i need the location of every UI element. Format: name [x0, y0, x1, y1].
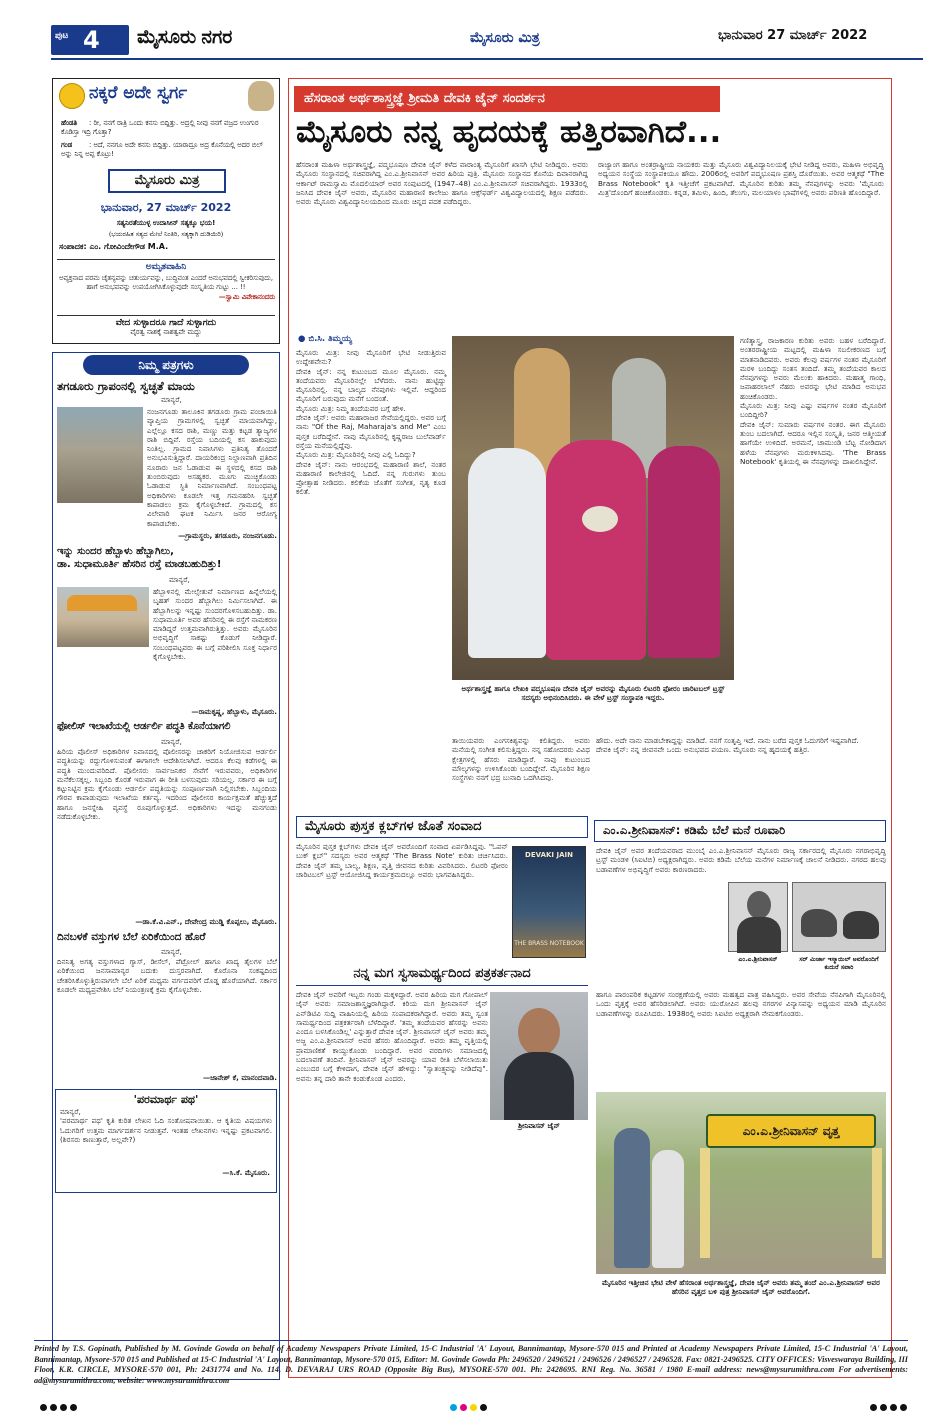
book-title: THE BRASS NOTEBOOK [514, 940, 584, 947]
reporter-byline: ● ಬಿ.ಸಿ. ತಿಮ್ಮಯ್ಯ [298, 334, 353, 344]
intro-col-1: ಹೆಸರಾಂತ ಮಹಿಳಾ ಅರ್ಥಶಾಸ್ತ್ರಜ್ಞೆ, ಪದ್ಮಭೂಷಣ ದೇವಕಿ ಜೈನ್ ಕಳೆದ ವಾರಾಂತ್ಯ ಮೈಸೂರಿಗೆ ಖಾಸಗಿ ಭೇಟಿ ನೀಡಿದ್ದರು. ಅವರು ಮೈಸೂರು ಸಂಸ್ಥಾನದಲ್ಲಿ ಸಚಿವರಾಗಿದ್ದ ಎಂ.ಎ.ಶ್ರೀನಿವಾಸನ್ ಅವರ ಹಿರಿಯ ಪುತ್ರಿ. ಮೈಸೂರು ಸಂಸ್ಥಾನದ ಕೊನೆಯ ದಿವಾನರಾಗಿದ್ದ ಆರ್ಕಾಟ್ ರಾಮಸ್ವಾಮಿ ಮೊದಲಿಯಾರ್ ಅವರ ಸಂಪುಟದಲ್ಲಿ (1947–48) ಎಂ.ಎ.ಶ್ರೀನಿವಾಸನ್ ಸಚಿವರಾಗಿದ್ದರು. 1933ರಲ್ಲಿ ಜನಿಸಿದ ದೇವಕಿ ಜೈನ್ ಅವರು, ಮೈಸೂರಿನ ಮಹಾರಾಣಿ ಕಾಲೇಜು ಹಾಗೂ ಆಕ್ಸ್‌ಫರ್ಡ್ ವಿಶ್ವವಿದ್ಯಾಲಯದಲ್ಲಿ ಶಿಕ್ಷಣ ಪಡೆದರು. ಅವರು ಮೈಸೂರು ವಿಶ್ವವಿದ್ಯಾನಿಲಯದಿಂದ ಮೂರು ಚಿನ್ನದ ಪದಕ ಪಡೆದಿದ್ದರು. [296, 160, 588, 207]
letter-1-salute: ಮಾನ್ಯರೆ, [161, 395, 182, 404]
article-col-4: ತಾಯಿಯವರು ಎಂಗಸಕಿಶ್ಯವನ್ನು ಕಲಿತಿದ್ದರು. ಅವರು ಮನೆಯಲ್ಲಿ ಸಂಗೀತ ಕಲಿಸುತ್ತಿದ್ದರು. ನನ್ನ ಸಹೋದರರು ವಿವಿಧ ಕ್ಷೇತ್ರಗಳಲ್ಲಿ ಹೆಸರು ಮಾಡಿದ್ದಾರೆ. ನಾವು ಕುಟುಂಬದ ಮೌಲ್ಯಗಳನ್ನು ಉಳಿಸಿಕೊಂಡು ಬಂದಿದ್ದೇವೆ. ಮೈಸೂರಿನ ಶಿಕ್ಷಣ ಸಂಸ್ಥೆಗಳು ನನಗೆ ಭದ್ರ ಬುನಾದಿ ಒದಗಿಸಿದವು. [452, 736, 590, 783]
letter-2-text: ಹೆಬ್ಬಾಳಿನಲ್ಲಿ ಮೇಲ್ಸೇತುವೆ ನಿರ್ಮಾಣದ ಹಿನ್ನೆಲೆಯಲ್ಲಿ ಬೃಹತ್ ಸುಂದರ ಹೆಬ್ಬಾಗಿಲು ನಿರ್ಮಿಸಲಾಗಿದೆ. ಈ ಹೆಬ್ಬಾಗಿಲನ್ನು ಇನ್ನಷ್ಟು ಸುಂದರಗೊಳಿಸಬಹುದಿತ್ತು. ಡಾ. ಸುಧಾಮೂರ್ತಿ ಅವರ ಹೆಸರಿನಲ್ಲಿ ಈ ರಸ್ತೆಗೆ ನಾಮಕರಣ ಮಾಡಿದ್ದರೆ ಉತ್ತಮವಾಗಿರುತ್ತಿತ್ತು. ಅವರು ಮೈಸೂರಿನ ಅಭಿವೃದ್ಧಿಗೆ ಸಾಕಷ್ಟು ಕೊಡುಗೆ ನೀಡಿದ್ದಾರೆ. ಸಂಬಂಧಪಟ್ಟವರು ಈ ಬಗ್ಗೆ ಪರಿಶೀಲಿಸಿ ಸೂಕ್ತ ನಿರ್ಧಾರ ಕೈಗೊಳ್ಳಬೇಕು. [153, 587, 277, 662]
registration-marks-left [40, 1404, 77, 1411]
old-photo-caption-2: ಸರ್ ಮಿರ್ಜಾ ಇಸ್ಮಾಯಿಲ್ ಅವರೊಂದಿಗೆ ಕುದುರೆ ಸವಾರಿ [799, 956, 879, 971]
masthead-rule [51, 58, 923, 60]
nakkare-box [52, 78, 280, 344]
circle-pillar [872, 1148, 882, 1258]
mark-dot [900, 1404, 907, 1411]
son-text: ದೇವಕಿ ಜೈನ್ ಅವರಿಗೆ ಇಬ್ಬರು ಗಂಡು ಮಕ್ಕಳಿದ್ದಾರೆ. ಅವರ ಹಿರಿಯ ಮಗ ಗೋಪಾಲ್ ಜೈನ್ ಅವರು ಸಮಾಜಶಾಸ್ತ್ರಜ್ಞರಾಗಿದ್ದಾರೆ. ಕಿರಿಯ ಮಗ ಶ್ರೀನಿವಾಸನ್ ಜೈನ್ ಎನ್‌ಡಿಟಿವಿ ಸುದ್ದಿ ವಾಹಿನಿಯಲ್ಲಿ ಹಿರಿಯ ಸಂಪಾದಕರಾಗಿದ್ದಾರೆ. ಅವರು ತಮ್ಮ ಸ್ವಂತ ಸಾಮರ್ಥ್ಯದಿಂದ ಪತ್ರಕರ್ತರಾಗಿ ಬೆಳೆದಿದ್ದಾರೆ. 'ತಮ್ಮ ತಂದೆಯವರ ಹೆಸರನ್ನು ಅವನು ಎಂದೂ ಬಳಸಿಕೊಂಡಿಲ್ಲ' ಎನ್ನುತ್ತಾರೆ ದೇವಕಿ ಜೈನ್. ಶ್ರೀನಿವಾಸನ್ ಜೈನ್ ಅವರು ತಮ್ಮ ಅಜ್ಜ ಎಂ.ಎ.ಶ್ರೀನಿವಾಸನ್ ಅವರ ಹೆಸರು ಹೊಂದಿದ್ದಾರೆ. ಅವರು ತಮ್ಮ ವೃತ್ತಿಯಲ್ಲಿ ಪ್ರಾಮಾಣಿಕತೆ ಕಾಯ್ದುಕೊಂಡು ಬಂದಿದ್ದಾರೆ. ಅವರ ವರದಿಗಳು ಸಮಾಜದಲ್ಲಿ ಬದಲಾವಣೆ ತಂದಿವೆ. ಶ್ರೀನಿವಾಸನ್ ಜೈನ್ ಅವರನ್ನು ಯಾವ ರೀತಿ ಬೆಳೆಸಲಾಯಿತು ಎಂಬುದರ ಬಗ್ಗೆ ಕೇಳಿದಾಗ, ದೇವಕಿ ಜೈನ್ ಹೇಳಿದ್ದು: "ಸ್ವಾತಂತ್ರ್ಯವನ್ನು ನೀಡಿದೆವು". ಅವನು ತನ್ನ ದಾರಿ ತಾನೇ ಕಂಡುಕೊಂಡ ಎಂದರು. [296, 990, 488, 1083]
letter-5-text: 'ಪರಮಾರ್ಥ ಪಥ' ಕೃತಿ ಕುರಿತ ಲೇಖನ ಓದಿ ಸಂತೋಷವಾಯಿತು. ಆ ಕೃತಿಯ ವಿಷಯಗಳು ಓದುಗರಿಗೆ ಉತ್ತಮ ಮಾರ್ಗದರ್ಶನ ನೀಡುತ್ತವೆ. ಇಂತಹ ಲೇಖನಗಳು ಇನ್ನಷ್ಟು ಪ್ರಕಟವಾಗಲಿ. (ಶಿರಸರು ಕಾಣುತ್ತಾರೆ, ಅಲ್ಲವೇ?) [60, 1116, 272, 1144]
amrutavahini-title: ಅಮೃತವಾಹಿನಿ [145, 262, 187, 272]
letter-1-text: ನಂಜನಗೂಡು ತಾಲೂಕಿನ ತಗಡೂರು ಗ್ರಾಮ ಪಂಚಾಯಿತಿ ವ್ಯಾಪ್ತಿಯ ಗ್ರಾಮಗಳಲ್ಲಿ ಸ್ವಚ್ಛತೆ ಮಾಯವಾಗಿದ್ದು, ಎಲ್ಲೆಲ್ಲೂ ಕಸದ ರಾಶಿ, ಮಣ್ಣು ಮತ್ತು ಕಟ್ಟಡ ತ್ಯಾಜ್ಯಗಳ ರಾಶಿ ಬಿದ್ದಿವೆ. ರಸ್ತೆಯ ಬದಿಯಲ್ಲಿ ಕಸ ಹಾಕುವುದು ನಿಂತಿಲ್ಲ. ಗ್ರಾಮದ ನಿವಾಸಿಗಳು ಪ್ರತಿನಿತ್ಯ ತೊಂದರೆ ಅನುಭವಿಸುತ್ತಿದ್ದಾರೆ. ದಾಯರಿಕಂದ್ರ ನಿಲ್ದಾಣವಾಗಿ ಪ್ರತಿದಿನ ನೂರಾರು ಜನ ಓಡಾಡುವ ಈ ಸ್ಥಳದಲ್ಲಿ ಕಸದ ರಾಶಿ ತುಂಬಿರುವುದು ಅಸಹ್ಯಕರ. ಮೂಗು ಮುಚ್ಚಿಕೊಂಡು ಓಡಾಡುವ ಸ್ಥಿತಿ ನಿರ್ಮಾಣವಾಗಿದೆ. ಸಂಬಂಧಪಟ್ಟ ಅಧಿಕಾರಿಗಳು ಕೂಡಲೇ ಇತ್ತ ಗಮನಹರಿಸಿ ಸ್ವಚ್ಛತೆ ಕಾಪಾಡಲು ಕ್ರಮ ಕೈಗೊಳ್ಳಬೇಕಿದೆ. ಗ್ರಾಮದಲ್ಲಿ ಕಸ ವಿಲೇವಾರಿ ಘಟಕ ನಿರ್ಮಿಸಿ ಜನರ ಆರೋಗ್ಯ ಕಾಪಾಡಬೇಕು. [147, 407, 277, 528]
old-portrait-photo [728, 882, 788, 952]
letter-2-title: ಇನ್ನು ಸುಂದರ ಹೆಬ್ಬಾಳು ಹೆಬ್ಬಾಗಿಲು, ಡಾ. ಸುಧಾಮೂರ್ತಿ ಹೆಸರಿನ ರಸ್ತೆ ಮಾಡಬಹುದಿತ್ತು! [57, 546, 222, 570]
horse-2 [843, 911, 879, 939]
mark-dot [470, 1404, 477, 1411]
letter-5-title: 'ಪರಮಾರ್ಥ ಪಥ' [133, 1093, 199, 1106]
gate-arch [67, 595, 137, 611]
old-portrait-body [737, 917, 781, 953]
letter-5-box [55, 1089, 277, 1193]
letter-1-text-cont [57, 503, 277, 531]
amrutavahini-box [57, 259, 275, 319]
letter-3-sign: —ಡಾ.ಕೆ.ವಿ.ಎನ್., ದೇವೇಂದ್ರ ಮುಡ್ಡಿ ಕೊಪ್ಪಲು, ಮೈಸೂರು. [135, 917, 277, 926]
laughing-face-icon [59, 83, 85, 109]
speaker-label: ಗಂಡ [61, 141, 73, 149]
horse-riding-photo [792, 882, 886, 952]
cartoon-icon [248, 81, 274, 111]
intro-col-2: ರಾಜ್ಯಾಂಗ ಹಾಗೂ ಅಂತರ್ರಾಷ್ಟ್ರೀಯ ನಾಯಕರು ಮತ್ತು ಮೈಸೂರು ವಿಶ್ವವಿದ್ಯಾನಿಲಯಕ್ಕೆ ಭೇಟಿ ನೀಡಿದ್ದ ಅವರು, ಮಹಿಳಾ ಅಭಿವೃದ್ಧಿ ಅಧ್ಯಯನ ಸಂಸ್ಥೆಯ ಸಂಸ್ಥಾಪಕಿಯೂ ಹೌದು. 2006ರಲ್ಲಿ ಅವರಿಗೆ ಪದ್ಮಭೂಷಣ ಪ್ರಶಸ್ತಿ ದೊರೆಯಿತು. ಅವರ ಆತ್ಮಕಥೆ "The Brass Notebook" ಕೃತಿ ಇತ್ತೀಚೆಗೆ ಪ್ರಕಟವಾಗಿದೆ. ಮೈಸೂರಿನ ಕುರಿತು ತಮ್ಮ ನೆನಪುಗಳನ್ನು ಅವರು 'ಮೈಸೂರು ಮಿತ್ರ'ದೊಂದಿಗೆ ಹಂಚಿಕೊಂಡರು. ಕನ್ನಡ, ತಮಿಳು, ಹಿಂದಿ, ತೆಲುಗು, ಮಲಯಾಳಂ ಭಾಷೆಗಳಲ್ಲಿ ಅವರು ಪರಿಣತಿ ಹೊಂದಿದ್ದಾರೆ. [598, 160, 884, 197]
nakkare-title: ನಕ್ಕರೆ ಅದೇ ಸ್ವರ್ಗ [89, 83, 188, 103]
circle-photo-caption: ಮೈಸೂರಿನ ಇತ್ತೀಚಿನ ಭೇಟಿ ವೇಳೆ ಹೆಸರಾಂತ ಅರ್ಥಶಾಸ್ತ್ರಜ್ಞೆ, ದೇವಕಿ ಜೈನ್ ಅವರು ತಮ್ಮ ತಂದೆ ಎಂ.ಎ.ಶ್ರೀನಿವಾಸನ್ ಅವರ ಹೆಸರಿನ ವೃತ್ತದ ಬಳಿ ಪುತ್ರ ಶ್ರೀನಿವಾಸನ್ ಜೈನ್ ಅವರೊಂದಿಗೆ. [602, 1278, 880, 1297]
book-cover [512, 846, 586, 958]
group-photo [452, 336, 734, 680]
letter-4-sign: —ಜಾನೇಶ್ ಕೆ, ಮಾನಂದವಾಡಿ. [202, 1073, 277, 1082]
book-author: DEVAKI JAIN [525, 851, 573, 859]
registration-marks-center [450, 1404, 487, 1411]
srinivasan-text-left [596, 882, 724, 986]
group-photo-caption: ಅರ್ಥಶಾಸ್ತ್ರಜ್ಞೆ ಹಾಗೂ ಲೇಖಕಿ ಪದ್ಮಭೂಷಣ ದೇವಕಿ ಜೈನ್ ಅವರನ್ನು ಮೈಸೂರು ಲಿಟರರಿ ಫೋರಂ ಚಾರಿಟಬಲ್ ಟ್ರಸ್ಟ್ ಸದಸ್ಯರು ಅಭಿನಂದಿಸಿದರು. ಈ ವೇಳೆ ಟ್ರಸ್ಟ್ ಸಂಸ್ಥಾಪಕಿ ಇದ್ದರು. [461, 684, 725, 703]
flower-bouquet [582, 506, 618, 532]
registration-marks-right [870, 1404, 907, 1411]
subhead-srinivasan-text: ಎಂ.ಎ.ಶ್ರೀನಿವಾಸನ್: ಕಡಿಮೆ ಬೆಲೆ ಮನೆ ರೂವಾರಿ [603, 823, 786, 837]
person-man [614, 1128, 650, 1268]
mark-dot [40, 1404, 47, 1411]
imprint [34, 1340, 908, 1386]
article-col-3: ಗಣಿತ್ಶಾಸ್ತ್ರ, ರಾಜಕಾರಣ ಕುರಿತು ಅವರು ಬಹಳ ಬರೆದಿದ್ದಾರೆ. ಅಂತರರಾಷ್ಟ್ರೀಯ ಮಟ್ಟದಲ್ಲಿ ಮಹಿಳಾ ಸಬಲೀಕರಣದ ಬಗ್ಗೆ ಮಾತನಾಡಿದವರು. ಅವರು ಕೆಲವು ವರ್ಷಗಳ ನಂತರ ಮೈಸೂರಿಗೆ ಮರಳಿ ಬಂದಿದ್ದು ಸಂತಸ ತಂದಿದೆ. ತಮ್ಮ ತಂದೆಯವರ ಕಾಲದ ನೆನಪುಗಳನ್ನು ಅವರು ಮೆಲುಕು ಹಾಕಿದರು. ಮಹಾತ್ಮ ಗಾಂಧಿ, ಜವಾಹರಲಾಲ್ ನೆಹರು ಅವರನ್ನು ಭೇಟಿ ಮಾಡಿದ ಅನುಭವ ಹಂಚಿಕೊಂಡರು. ಮೈಸೂರು ಮಿತ್ರ: ನೀವು ಎಷ್ಟು ವರ್ಷಗಳ ನಂತರ ಮೈಸೂರಿಗೆ ಬಂದಿದ್ದೀರಿ? ದೇವಕಿ ಜೈನ್: ಸುಮಾರು ವರ್ಷಗಳ ನಂತರ. ಈಗ ಮೈಸೂರು ತುಂಬ ಬದಲಾಗಿದೆ. ಆದರೂ ಇಲ್ಲಿನ ಸಂಸ್ಕೃತಿ, ಜನರ ಆತ್ಮೀಯತೆ ಹಾಗೆಯೇ ಉಳಿದಿದೆ. ಅರಮನೆ, ಚಾಮುಂಡಿ ಬೆಟ್ಟ ನೋಡಿದಾಗ ಹಳೆಯ ನೆನಪುಗಳು ಮರುಕಳಿಸಿದವು. 'The Brass Notebook' ಕೃತಿಯಲ್ಲಿ ಈ ನೆನಪುಗಳನ್ನು ದಾಖಲಿಸಿದ್ದೇನೆ. [740, 336, 886, 466]
letter-5-sign: —ಸಿ.ಕೆ. ಮೈಸೂರು. [222, 1168, 270, 1178]
srinivasan-text: ದೇವಕಿ ಜೈನ್ ಅವರ ತಂದೆಯವರಾದ ಮುಂಬೈ ಎಂ.ಎ.ಶ್ರೀನಿವಾಸನ್ ಮೈಸೂರು ರಾಜ್ಯ ಸರ್ಕಾರದಲ್ಲಿ ಮೈಸೂರು ನಗರಾಭಿವೃದ್ಧಿ ಟ್ರಸ್ಟ್ ಮಂಡಳಿ (ಸಿಐಟಿಬಿ) ಅಧ್ಯಕ್ಷರಾಗಿದ್ದರು. ಅವರು ಕಡಿಮೆ ಬೆಲೆಯ ಮನೆಗಳ ನಿರ್ಮಾಣಕ್ಕೆ ಚಾಲನೆ ನೀಡಿದರು. ನಗರದ ಹಲವು ಬಡಾವಣೆಗಳ ಅಭಿವೃದ್ಧಿಗೆ ಅವರು ಕಾರಣರಾದರು. [596, 846, 886, 874]
mark-dot [60, 1404, 67, 1411]
letter-1-sign: —ಗ್ರಾಮಸ್ಥರು, ತಗಡೂರು, ನಂಜನಗೂಡು. [178, 531, 277, 540]
page-label: ಪುಟ [55, 31, 69, 41]
circle-pillar [700, 1148, 710, 1258]
headline: ಮೈಸೂರು ನನ್ನ ಹೃದಯಕ್ಕೆ ಹತ್ತಿರವಾಗಿದೆ... [296, 114, 722, 150]
joke-line-1 [61, 119, 275, 137]
person-seated-left [468, 448, 546, 658]
person-seated-right [648, 446, 720, 658]
mark-dot [880, 1404, 887, 1411]
jain-caption: ಶ್ರೀನಿವಾಸನ್ ಜೈನ್ [518, 1122, 560, 1130]
letter-2-salute: ಮಾನ್ಯರೆ, [169, 575, 190, 584]
proverb-box [57, 315, 275, 341]
proverb-line-2: ವೈರತ್ವ ನಾಶಕ್ಕೆ ನಾಶತ್ವವೇ ಮದ್ದು [130, 328, 202, 336]
kicker-text: ಹೆಸರಾಂತ ಅರ್ಥಶಾಸ್ತ್ರಜ್ಞೆ ಶ್ರೀಮತಿ ದೇವಕಿ ಜೈನ್ ಸಂದರ್ಶನ [304, 91, 545, 106]
joke-text: : ಅದೆ, ನನಗೂ ಅದೇ ಕನಸು ಬಿದ್ದಿತ್ತು. ಯಾರಾದ್ರೂ ಅದ್ರ ಕೊನೆಯಲ್ಲಿ ಅದರ ಬಿಲ್ ಅನ್ನು ನಿನ್ನ ಅಪ್ಪ ಕೊಟ್ರು! [61, 141, 263, 158]
page-number-badge [51, 25, 129, 55]
hebbal-gate-photo [57, 587, 149, 647]
tagline: ಸತ್ಯನಿರತೆಯುಳ್ಳ ಉದಾಸೀನ್ ಸತ್ಯಕ್ಕೂ ಭಯ! [116, 219, 216, 227]
tagline-sub: (ಭಯರಹಿತ ಸತ್ಯದ ಮೇಲೆ ನಿಂತಿರಿ, ಸತ್ಯಕ್ಕಾಗಿ ದುಡಿಯಿರಿ) [108, 230, 224, 238]
amrutavahini-credit: —ಸ್ವಾಮಿ ವಿವೇಕಾನಂದರು [218, 292, 275, 301]
letter-4-salute: ಮಾನ್ಯರೆ, [161, 947, 182, 956]
old-photo-caption-1: ಎಂ.ಎ.ಶ್ರೀನಿವಾಸನ್ [738, 956, 778, 963]
old-portrait-head [747, 891, 771, 919]
subhead-son: ನನ್ನ ಮಗ ಸ್ವಸಾಮರ್ಥ್ಯದಿಂದ ಪತ್ರಕರ್ತನಾದ [296, 966, 588, 986]
editor-line: ಸಂಪಾದಕ: ಎಂ. ಗೋವಿಂದೇಗೌಡ M.A. [59, 242, 169, 251]
speaker-label: ಹೆಂಡತಿ [61, 119, 77, 127]
proverb-line-1: ವೇದ ಸುಳ್ಳಾದರೂ ಗಾದೆ ಸುಳ್ಳಾಗದು [115, 318, 217, 328]
letters-header [83, 355, 249, 375]
mark-dot [50, 1404, 57, 1411]
son-text-cont [296, 1138, 588, 1374]
letter-4-title: ದಿನಬಳಕೆ ವಸ್ತುಗಳ ಬೆಲೆ ಏರಿಕೆಯಿಂದ ಹೊರೆ [57, 931, 206, 943]
portrait-body [504, 1052, 574, 1120]
subhead-book-clubs-text: ಮೈಸೂರು ಪುಸ್ತಕ ಕ್ಲಬ್‌ಗಳ ಜೊತೆ ಸಂವಾದ [305, 819, 482, 834]
mark-dot [450, 1404, 457, 1411]
joke-text: : ರೀ, ನನಗೆ ರಾತ್ರಿ ಒಂದು ಕನಸು ಬಿದ್ದಿತ್ತು. ಅದ್ರಲ್ಲಿ ನೀವು ನನಗೆ ವಜ್ರದ ಉಂಗುರ ಕೊಡಿಸ್ತಾ ಇದ್ರಿ ಗೊತ್ತಾ? [61, 119, 259, 136]
portrait-head [518, 1008, 560, 1056]
mini-logo: ಮೈಸೂರು ಮಿತ್ರ [108, 169, 226, 193]
issue-date: ಭಾನುವಾರ 27 ಮಾರ್ಚ್ 2022 [718, 28, 868, 43]
person-seated-center [546, 440, 646, 660]
circle-photo [596, 1092, 886, 1274]
interview-qa: ಮೈಸೂರು ಮಿತ್ರ: ನೀವು ಮೈಸೂರಿಗೆ ಭೇಟಿ ನೀಡುತ್ತಿರುವ ಉದ್ದೇಶವೇನು? ದೇವಕಿ ಜೈನ್: ನನ್ನ ಕುಟುಂಬದ ಮೂಲ ಮೈಸೂರು. ನಮ್ಮ ತಂದೆಯವರು ಮೈಸೂರಿನಲ್ಲೇ ಬೆಳೆದರು. ನಾನು ಹುಟ್ಟಿದ್ದು ಮೈಸೂರಿನಲ್ಲಿ. ನನ್ನ ಬಾಲ್ಯದ ನೆನಪುಗಳು ಇಲ್ಲಿವೆ. ಆದ್ದರಿಂದ ಮೈಸೂರಿಗೆ ಬರುವುದು ಮನೆಗೆ ಬಂದಂತೆ. ಮೈಸೂರು ಮಿತ್ರ: ನಿಮ್ಮ ತಂದೆಯವರ ಬಗ್ಗೆ ಹೇಳಿ. ದೇವಕಿ ಜೈನ್: ಅವರು ಮಹಾರಾಜರ ಸೇವೆಯಲ್ಲಿದ್ದರು. ಅವರ ಬಗ್ಗೆ ನಾನು "Of the Raj, Maharaja's and Me" ಎಂಬ ಪುಸ್ತಕ ಬರೆದಿದ್ದೇನೆ. ನಾವು ಮೈಸೂರಿನಲ್ಲಿ ಕೃಷ್ಣರಾಜ ಬುಲೆವಾರ್ಡ್ ರಸ್ತೆಯ ಮನೆಯಲ್ಲಿದ್ದೆವು. ಮೈಸೂರು ಮಿತ್ರ: ಮೈಸೂರಿನಲ್ಲಿ ನೀವು ಎಲ್ಲಿ ಓದಿದ್ದು? ದೇವಕಿ ಜೈನ್: ನಾನು ಆರಂಭದಲ್ಲಿ ಮಹಾರಾಣಿ ಶಾಲೆ, ನಂತರ ಮಹಾರಾಣಿ ಕಾಲೇಜಿನಲ್ಲಿ ಓದಿದೆ. ನನ್ನ ಗುರುಗಳು ತುಂಬ ಪ್ರೋತ್ಸಾಹ ನೀಡಿದರು. ಕಲಿಕೆಯ ಜೊತೆಗೆ ಸಂಗೀತ, ನೃತ್ಯ ಕೂಡ ಕಲಿತೆ. [296, 348, 446, 497]
kicker-band [294, 86, 720, 112]
section-title: ಮೈಸೂರು ನಗರ [137, 27, 233, 48]
mark-dot [460, 1404, 467, 1411]
person-woman [652, 1150, 684, 1268]
mark-dot [70, 1404, 77, 1411]
letter-4-text: ದಿನನಿತ್ಯ ಅಗತ್ಯ ವಸ್ತುಗಳಾದ ಗ್ಯಾಸ್, ಡೀಸೆಲ್, ಪೆಟ್ರೋಲ್ ಹಾಗೂ ಖಾದ್ಯ ತೈಲಗಳ ಬೆಲೆ ಏರಿಕೆಯಿಂದ ಜನಸಾಮಾನ್ಯರ ಬದುಕು ದುಸ್ತರವಾಗಿದೆ. ಕೊರೊನಾ ಸಂಕಷ್ಟದಿಂದ ಚೇತರಿಸಿಕೊಳ್ಳುತ್ತಿರುವಾಗಲೇ ಬೆಲೆ ಏರಿಕೆ ಮಧ್ಯಮ ವರ್ಗದವರಿಗೆ ದೊಡ್ಡ ಹೊರೆಯಾಗಿದೆ. ಸರ್ಕಾರ ಕೂಡಲೇ ಮಧ್ಯಪ್ರವೇಶಿಸಿ ಬೆಲೆ ನಿಯಂತ್ರಣಕ್ಕೆ ಕ್ರಮ ಕೈಗೊಳ್ಳಬೇಕು. [57, 957, 277, 994]
letter-1-title: ತಗಡೂರು ಗ್ರಾಪಂನಲ್ಲಿ ಸ್ವಚ್ಛತೆ ಮಾಯ [57, 379, 195, 393]
amrutavahini-text: ಅವ್ಯಕ್ತನಾದ ಪರಮ ಚೈತನ್ಯವನ್ನು ಚತುರ್ಯವನ್ನು, ಬುದ್ಧಿವಂತ ಎಂದರೆ ಅನುಭವದಲ್ಲಿ ಸ್ವೀಕರಿಸುವುದು, ಹಾಗೆ ಅನುಭವವನ್ನು ಉಪಯೋಗಿಸಿಕೊಳ್ಳುವುದೇ ಸಂಸ್ಕೃತಿಯ ಗುಟ್ಟು ... !! [59, 274, 273, 292]
page-number: 4 [83, 26, 100, 54]
srinivasan-text-2: ಹಾಗೂ ಪಾರಂಪರಿಕ ಕಟ್ಟಡಗಳ ಸಂರಕ್ಷಣೆಯಲ್ಲಿ ಅವರು ಮಹತ್ವದ ಪಾತ್ರ ವಹಿಸಿದ್ದರು. ಅವರ ಸೇವೆಯ ನೆನಪಿಗಾಗಿ ಮೈಸೂರಿನಲ್ಲಿ ಒಂದು ವೃತ್ತಕ್ಕೆ ಅವರ ಹೆಸರಿಡಲಾಗಿದೆ. ಅವರು ಯುರೋಪಿನ ಹಲವು ನಗರಗಳ ವಿನ್ಯಾಸವನ್ನು ಅಧ್ಯಯನ ಮಾಡಿ ಮೈಸೂರಿನ ಬಡಾವಣೆಗಳನ್ನು ರೂಪಿಸಿದರು. 1938ರಲ್ಲಿ ಅವರು ಸಿಐಟಿಬಿ ಅಧ್ಯಕ್ಷರಾಗಿ ನೇಮಕಗೊಂಡರು. [596, 990, 886, 1018]
book-club-text: ಮೈಸೂರಿನ ಪುಸ್ತಕ ಕ್ಲಬ್‌ಗಳು ದೇವಕಿ ಜೈನ್ ಅವರೊಂದಿಗೆ ಸಂವಾದ ಏರ್ಪಡಿಸಿದ್ದವು. "ಓಪನ್ ಬುಕ್ ಕ್ಲಬ್" ಸದಸ್ಯರು ಅವರ ಆತ್ಮಕಥೆ 'The Brass Note' ಕುರಿತು ಚರ್ಚಿಸಿದರು. ದೇವಕಿ ಜೈನ್ ತಮ್ಮ ಬಾಲ್ಯ, ಶಿಕ್ಷಣ, ವೃತ್ತಿ ಜೀವನದ ಕುರಿತು ವಿವರಿಸಿದರು. ಲಿಟರರಿ ಫೋರಂ ಚಾರಿಟಬಲ್ ಟ್ರಸ್ಟ್ ಆಯೋಜಿಸಿದ್ದ ಕಾರ್ಯಕ್ರಮದಲ್ಲೂ ಅವರು ಭಾಗವಹಿಸಿದ್ದರು. [296, 842, 508, 879]
letters-column [52, 352, 280, 1380]
masthead [25, 22, 923, 62]
mark-dot [480, 1404, 487, 1411]
box-date: ಭಾನುವಾರ, 27 ಮಾರ್ಚ್ 2022 [100, 201, 232, 214]
horse-1 [801, 909, 837, 937]
garbage-photo [57, 407, 143, 503]
circle-sign-text: ಎಂ.ಎ.ಶ್ರೀನಿವಾಸನ್ ವೃತ್ತ [742, 1124, 840, 1138]
paper-name: ಮೈಸೂರು ಮಿತ್ರ [470, 30, 540, 46]
letter-3-salute: ಮಾನ್ಯರೆ, [161, 737, 182, 746]
mark-dot [890, 1404, 897, 1411]
article-col-5: ಹೌದು. ಅದೇ ನಾನು ಮಾಡಬೇಕಾದ್ದನ್ನು ಮಾಡಿದೆ. ನನಗೆ ಸಂತೃಪ್ತಿ ಇದೆ. ನಾನು ಬರೆದ ಪುಸ್ತಕ ಓದುಗರಿಗೆ ಇಷ್ಟವಾಗಿದೆ. ದೇವಕಿ ಜೈನ್: ನನ್ನ ಜೀವನವೇ ಒಂದು ಅನುಭವದ ಪಯಣ. ಮೈಸೂರು ನನ್ನ ಹೃದಯಕ್ಕೆ ಹತ್ತಿರ. [596, 736, 859, 755]
subhead-book-clubs [296, 816, 588, 838]
jain-portrait [490, 992, 588, 1120]
letter-2-sign: —ರಾಮಕೃಷ್ಣ, ಹೆಬ್ಬಾಳು, ಮೈಸೂರು. [191, 707, 277, 716]
imprint-text: Printed by T.S. Gopinath, Published by M. Govinde Gowda on behalf of Academy Newspapers Private Limited, 15-C Industrial 'A' Layout, Bannimantap, Mysore-570 015 and Printed at Academy Newspapers Private Limited, 15-C Industrial 'A' Layout, Bannimantap, Mysore-570 015 and Published at 15-C Industrial 'A' Layout, Bannimantap, Mysore-570 015, Editor: M. Govinde Gowda Ph: 2496520 / 2496521 / 2496526 / 2496527 / 2496528. Fax: 0821-2496525. CITY OFFICES: Visveswaraya Building, III Floor, K.R. CIRCLE, MYSORE-570 001, Ph: 2431774 and No. 114, D. DEVARAJ URS ROAD (Opposite Big Bus), MYSORE-570 001. Ph: 2428695. RNI Reg. No. 36581 / 1980 E-mail address: news@mysurumithra.com For advertisements: ad@mysurumithra.com, website: www.mysurumithra.com [34, 1344, 908, 1385]
mark-dot [870, 1404, 877, 1411]
letter-3-text: ಹಿರಿಯ ಪೊಲೀಸ್ ಅಧಿಕಾರಿಗಳ ನಿವಾಸದಲ್ಲಿ ಪೊಲೀಸರನ್ನು ಚಾಕರಿಗೆ ನಿಯೋಜಿಸುವ ಆರ್ಡರ್ಲಿ ಪದ್ಧತಿಯನ್ನು ರದ್ದುಗೊಳಿಸುವಂತೆ ಈಗಾಗಲೇ ಆದೇಶಿಸಲಾಗಿದೆ. ಆದರೂ ಕೆಲವು ಕಡೆಗಳಲ್ಲಿ ಈ ಪದ್ಧತಿ ಮುಂದುವರಿದಿದೆ. ಪೊಲೀಸರು ಸಾರ್ವಜನಿಕರ ಸೇವೆಗೆ ಇರುವವರು, ಅಧಿಕಾರಿಗಳ ಮನೆಕೆಲಸಕ್ಕಲ್ಲ. ಸಿಬ್ಬಂದಿ ಕೊರತೆ ಇರುವಾಗ ಈ ರೀತಿ ಬಳಸುವುದು ಸರಿಯಲ್ಲ. ಸರ್ಕಾರ ಈ ಬಗ್ಗೆ ಕಟ್ಟುನಿಟ್ಟಿನ ಕ್ರಮ ಕೈಗೊಂಡು ಆರ್ಡರ್ಲಿ ಪದ್ಧತಿಯನ್ನು ಸಂಪೂರ್ಣವಾಗಿ ನಿಲ್ಲಿಸಬೇಕು. ಸಿಬ್ಬಂದಿಯ ಗೌರವ ಕಾಪಾಡುವುದು ಇಲಾಖೆಯ ಕರ್ತವ್ಯ. ಇದರಿಂದ ಪೊಲೀಸರ ಕಾರ್ಯಕ್ಷಮತೆ ಹೆಚ್ಚುತ್ತದೆ ಹಾಗೂ ಜನಸ್ನೇಹಿ ವ್ಯವಸ್ಥೆ ರೂಪುಗೊಳ್ಳುತ್ತದೆ. ಅಧಿಕಾರಿಗಳು ಇದನ್ನು ಮನಗಂಡು ನಡೆದುಕೊಳ್ಳಬೇಕು. [57, 747, 277, 822]
circle-sign-board [706, 1114, 876, 1148]
joke-line-2 [61, 141, 275, 159]
subhead-srinivasan [594, 820, 886, 842]
letter-3-title: ಫೋಲಿಸ್ ಇಲಾಖೆಯಲ್ಲಿ ಆರ್ಡರ್ಲಿ ಪದ್ಧತಿ ಕೊನೆಯಾಗಲಿ [57, 721, 231, 732]
letter-5-salute: ಮಾನ್ಯರೆ, [60, 1107, 81, 1116]
letters-header-text: ನಿಮ್ಮ ಪತ್ರಗಳು [138, 358, 194, 372]
